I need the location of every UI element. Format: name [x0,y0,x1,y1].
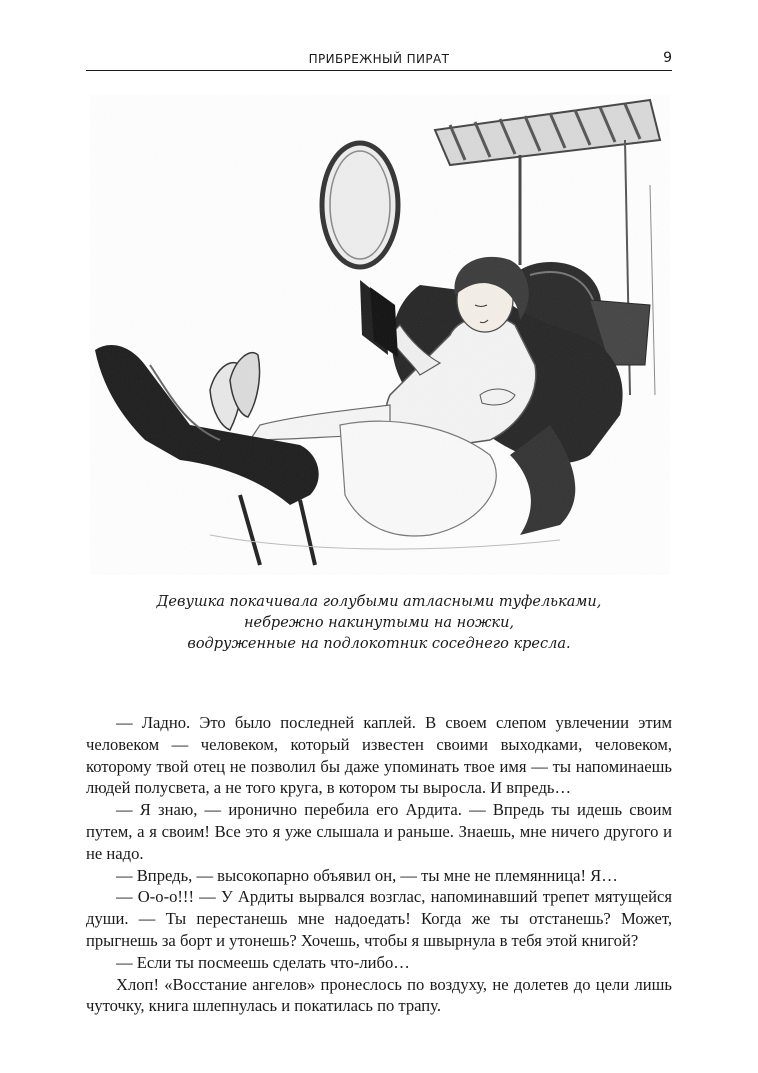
paragraph: Хлоп! «Восстание ангелов» пронеслось по воздуху, не долетев до цели лишь чуточку, книга шлепнулась и покатилась по трапу. [86,974,672,1016]
illustration-caption [86,592,672,655]
engraving-woman-reading-in-armchair-icon [90,95,670,575]
running-title: ПРИБРЕЖНЫЙ ПИРАТ [308,52,450,66]
paragraph: — О-о-о!!! — У Ардиты вырвался возглас, напоминавший трепет мятущейся души. — Ты перестанешь мне надоедать! Когда же ты отстанешь? Может, прыгнешь за борт и утонешь? Хочешь, чтобы я швырнула в тебя этой книгой? [86,887,672,950]
caption-line: небрежно накинутыми на ножки, [243,615,515,631]
paragraph: — Впредь, — высокопарно объявил он, — ты мне не племянница! Я… [116,865,618,885]
paragraph: — Если ты посмеешь сделать что-либо… [116,952,410,972]
caption-line: водруженные на подлокотник соседнего кресла. [187,636,571,652]
page-number: 9 [663,50,672,66]
caption-line: Девушка покачивала голубыми атласными туфельками, [156,594,602,610]
paragraph: — Ладно. Это было последней каплей. В своем слепом увлечении этим человеком — человеком, который известен своими выходками, человеком, которому твой отец не позволил бы даже упоминать твое имя — ты напоминаешь людей полусвета, а не того круга, в котором ты выросла. И впредь… [86,713,672,798]
body-text [86,712,672,1017]
paragraph: — Я знаю, — иронично перебила его Ардита. — Впредь ты идешь своим путем, а я своим! Все это я уже слышала и раньше. Знаешь, мне ничего другого и не надо. [86,800,672,863]
running-header [86,50,672,71]
